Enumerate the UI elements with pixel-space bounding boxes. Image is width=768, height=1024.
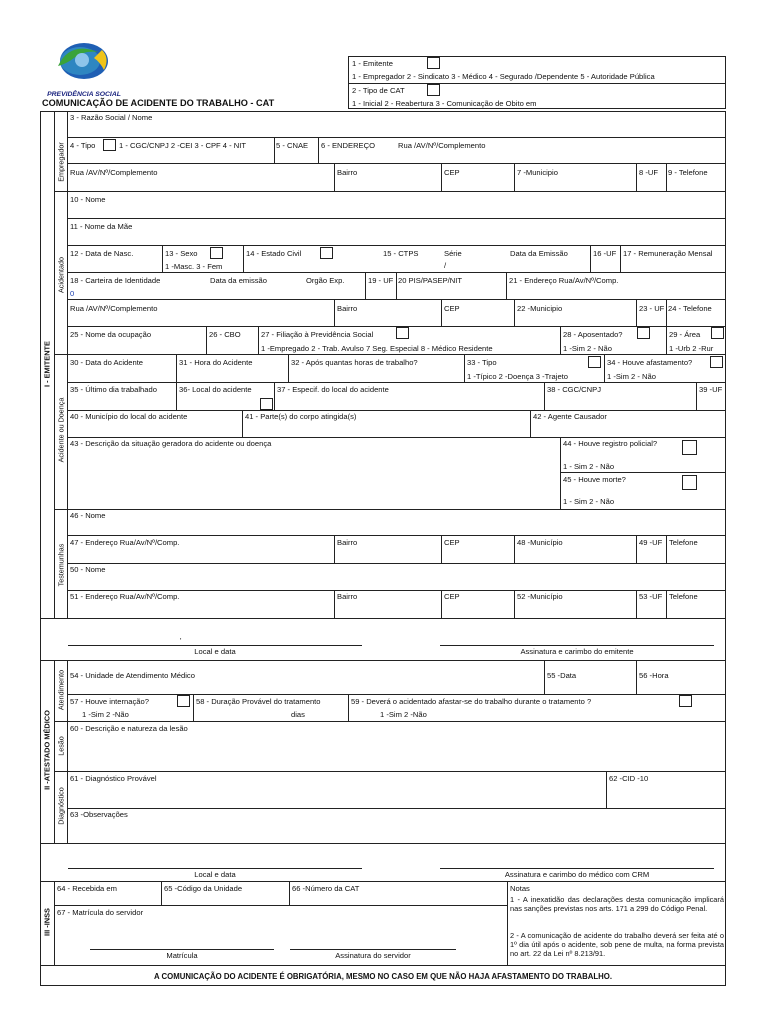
field-61: 61 - Diagnóstico Provável (70, 774, 157, 783)
cep3-label: CEP (444, 538, 460, 547)
notas-label: Notas (510, 884, 530, 893)
signature-dot: ' (180, 636, 182, 645)
field-28: 28 - Aposentado? (563, 330, 623, 339)
field-7: 7 -Municipio (517, 168, 558, 177)
registro-policial-checkbox[interactable] (682, 440, 697, 455)
field-56: 56 -Hora (639, 671, 669, 680)
field-45-options: 1 - Sim 2 - Não (563, 497, 615, 506)
field-21: 21 - Endereço Rua/Av/Nº/Comp. (509, 276, 619, 285)
aposentado-checkbox[interactable] (637, 327, 650, 339)
bairro3-label: Bairro (337, 538, 358, 547)
note-1: 1 - A inexatidão das declarações desta comunicação implicará nas sanções previstas nos arts. 171 a 299 do Código Penal. (510, 895, 724, 913)
field-28-options: 1 -Sim 2 - Não (563, 344, 612, 353)
field-24: 24 - Telefone (668, 304, 712, 313)
field-52: 52 -Município (517, 592, 563, 601)
field-18-value: 0 (70, 289, 75, 298)
section-diagnostico: Diagnóstico (56, 787, 66, 825)
local-data-label: Local e data (194, 647, 236, 656)
assinatura-servidor-label: Assinatura do servidor (335, 951, 411, 960)
section-atestado: II -ATESTADO MÉDICO (42, 710, 52, 790)
field-27-options: 1 -Empregado 2 - Trab. Avulso 7 Seg. Especial 8 - Médico Residente (261, 344, 493, 353)
field-22: 22 -Municipio (517, 304, 563, 313)
field-50: 50 - Nome (70, 565, 106, 574)
field-59: 59 - Deverá o acidentado afastar-se do trabalho durante o tratamento ? (351, 697, 592, 706)
field-62: 62 -CID -10 (609, 774, 649, 783)
emitente-options: 1 - Empregador 2 - Sindicato 3 - Médico 4 - Segurado /Dependente 5 - Autoridade Pública (352, 72, 655, 81)
field-59-options: 1 -Sim 2 -Não (380, 710, 427, 719)
cep4-label: CEP (444, 592, 460, 601)
previdencia-logo-icon (40, 36, 128, 86)
field-48: 48 -Município (517, 538, 563, 547)
field-9: 9 - Telefone (668, 168, 708, 177)
field-33-options: 1 -Típico 2 -Doença 3 -Trajeto (467, 372, 569, 381)
field-41: 41 - Parte(s) do corpo atingida(s) (245, 412, 357, 421)
field-35: 35 - Último dia trabalhado (70, 385, 157, 394)
field-67: 67 - Matrícula do servidor (57, 908, 144, 917)
field-39: 39 -UF (699, 385, 723, 394)
footer-notice: A COMUNICAÇÃO DO ACIDENTE É OBRIGATÓRIA, MESMO NO CASO EM QUE NÃO HAJA AFASTAMENTO DO TRABALHO. (154, 972, 612, 981)
assinatura-emitente-label: Assinatura e carimbo do emitente (520, 647, 634, 656)
field-32: 32 - Após quantas horas de trabalho? (291, 358, 418, 367)
field-4: 4 - Tipo (70, 141, 96, 150)
field-15: 15 - CTPS (383, 249, 419, 258)
logo-text: PREVIDÊNCIA SOCIAL (47, 91, 121, 98)
field-12: 12 - Data de Nasc. (70, 249, 134, 258)
field-37: 37 - Especif. do local do acidente (277, 385, 389, 394)
main-frame (40, 111, 726, 986)
field-44-options: 1 - Sim 2 - Não (563, 462, 615, 471)
field-38: 38 - CGC/CNPJ (547, 385, 602, 394)
field-18: 18 - Carteira de Identidade (70, 276, 161, 285)
field-13-options: 1 -Masc. 3 - Fem (165, 262, 223, 271)
tipo-cat-label: 2 - Tipo de CAT (352, 86, 405, 95)
field-57: 57 - Houve internação? (70, 697, 149, 706)
assinatura-medico-label: Assinatura e carimbo do médico com CRM (504, 870, 650, 879)
tipo-cat-options: 1 - Inicial 2 - Reabertura 3 - Comunicação de Obito em (352, 99, 537, 108)
field-43: 43 - Descrição da situação geradora do acidente ou doença (70, 439, 272, 448)
note-2: 2 - A comunicação de acidente do trabalho deverá ser feita até o 1º dia útil após o acidente, sob pene de multa, na forma prevista no art. 22 da Lei nº 8.213/91. (510, 931, 724, 958)
field-45: 45 - Houve morte? (563, 475, 626, 484)
tipo-acidente-checkbox[interactable] (588, 356, 601, 368)
field-29-options: 1 -Urb 2 -Rur (669, 344, 714, 353)
section-acidente: Acidente ou Doença (56, 397, 66, 463)
rua2-label: Rua /AV/Nº/Complemento (70, 304, 158, 313)
telefone4-label: Telefone (669, 592, 698, 601)
bairro2-label: Bairro (337, 304, 358, 313)
section-emitente: I - EMITENTE (42, 341, 52, 387)
field-34: 34 - Houve afastamento? (607, 358, 693, 367)
data-emissao-label: Data da Emissão (510, 249, 568, 258)
emitente-label: 1 - Emitente (352, 59, 393, 68)
field-34-options: 1 -Sim 2 - Não (607, 372, 656, 381)
tipo-checkbox[interactable] (103, 139, 116, 151)
tipo-cat-checkbox[interactable] (427, 84, 440, 96)
form-title: COMUNICAÇÃO DE ACIDENTE DO TRABALHO - CAT (42, 98, 275, 108)
field-51: 51 - Endereço Rua/Av/Nº/Comp. (70, 592, 180, 601)
field-65: 65 -Código da Unidade (164, 884, 243, 893)
filiacao-checkbox[interactable] (396, 327, 409, 339)
rua-label: Rua /AV/Nº/Complemento (70, 168, 158, 177)
field-36: 36- Local do acidente (179, 385, 252, 394)
section-empregador: Empregador (56, 142, 66, 182)
bairro-label: Bairro (337, 168, 358, 177)
field-46: 46 - Nome (70, 511, 106, 520)
field-8: 8 -UF (639, 168, 658, 177)
field-64: 64 - Recebida em (57, 884, 117, 893)
field-10: 10 - Nome (70, 195, 106, 204)
field-6-sub: Rua /AV/Nº/Complemento (398, 141, 486, 150)
field-13: 13 - Sexo (165, 249, 198, 258)
morte-checkbox[interactable] (682, 475, 697, 490)
serie-label: Série (444, 249, 462, 258)
field-6: 6 - ENDEREÇO (321, 141, 376, 150)
field-5: 5 - CNAE (276, 141, 309, 150)
field-49: 49 -UF (639, 538, 663, 547)
field-23: 23 - UF (639, 304, 665, 313)
data-emissao2-label: Data da emissão (210, 276, 267, 285)
field-19: 19 - UF (368, 276, 394, 285)
field-54: 54 - Unidade de Atendimento Médico (70, 671, 195, 680)
field-55: 55 -Data (547, 671, 577, 680)
field-53: 53 -UF (639, 592, 663, 601)
field-58-sub: dias (291, 710, 305, 719)
field-4-options: 1 - CGC/CNPJ 2 -CEI 3 - CPF 4 - NIT (119, 141, 246, 150)
local-data2-label: Local e data (194, 870, 236, 879)
local-acidente-checkbox[interactable] (260, 398, 273, 410)
estado-civil-checkbox[interactable] (320, 247, 333, 259)
telefone3-label: Telefone (669, 538, 698, 547)
section-testemunhas: Testemunhas (56, 543, 66, 587)
section-atendimento: Atendimento (56, 669, 66, 711)
field-26: 26 - CBO (209, 330, 241, 339)
field-66: 66 -Número da CAT (292, 884, 360, 893)
field-31: 31 - Hora do Acidente (179, 358, 253, 367)
field-27: 27 - Filiação à Previdência Social (261, 330, 374, 339)
section-acidentado: Acidentado (56, 257, 66, 293)
emitente-checkbox[interactable] (427, 57, 440, 69)
field-42: 42 - Agente Causador (533, 412, 607, 421)
field-47: 47 - Endereço Rua/Av/Nº/Comp. (70, 538, 180, 547)
section-inss: III -INSS (42, 908, 52, 936)
field-33: 33 - Tipo (467, 358, 497, 367)
cep2-label: CEP (444, 304, 460, 313)
afastar-checkbox[interactable] (679, 695, 692, 707)
serie-value: / (444, 261, 447, 270)
field-11: 11 - Nome da Mãe (70, 222, 133, 231)
field-60: 60 - Descrição e natureza da lesão (70, 724, 188, 733)
section-lesao: Lesão (56, 736, 66, 756)
field-58: 58 - Duração Provável do tratamento (196, 697, 321, 706)
field-17: 17 - Remuneração Mensal (623, 249, 713, 258)
field-30: 30 - Data do Acidente (70, 358, 144, 367)
field-20: 20 PIS/PASEP/NIT (398, 276, 463, 285)
field-40: 40 - Município do local do acidente (70, 412, 188, 421)
field-25: 25 - Nome da ocupação (70, 330, 152, 339)
field-3: 3 - Razão Social / Nome (70, 113, 153, 122)
sexo-checkbox[interactable] (210, 247, 223, 259)
field-44: 44 - Houve registro policial? (563, 439, 658, 448)
area-checkbox[interactable] (711, 327, 724, 339)
field-57-options: 1 -Sim 2 -Não (82, 710, 129, 719)
matricula-label: Matrícula (166, 951, 198, 960)
logo (40, 36, 128, 96)
field-29: 29 - Área (669, 330, 701, 339)
field-63: 63 -Observações (70, 810, 128, 819)
internacao-checkbox[interactable] (177, 695, 190, 707)
field-14: 14 - Estado Civil (246, 249, 302, 258)
orgao-label: Orgão Exp. (306, 276, 345, 285)
cep-label: CEP (444, 168, 460, 177)
field-16: 16 -UF (593, 249, 617, 258)
afastamento-checkbox[interactable] (710, 356, 723, 368)
bairro4-label: Bairro (337, 592, 358, 601)
